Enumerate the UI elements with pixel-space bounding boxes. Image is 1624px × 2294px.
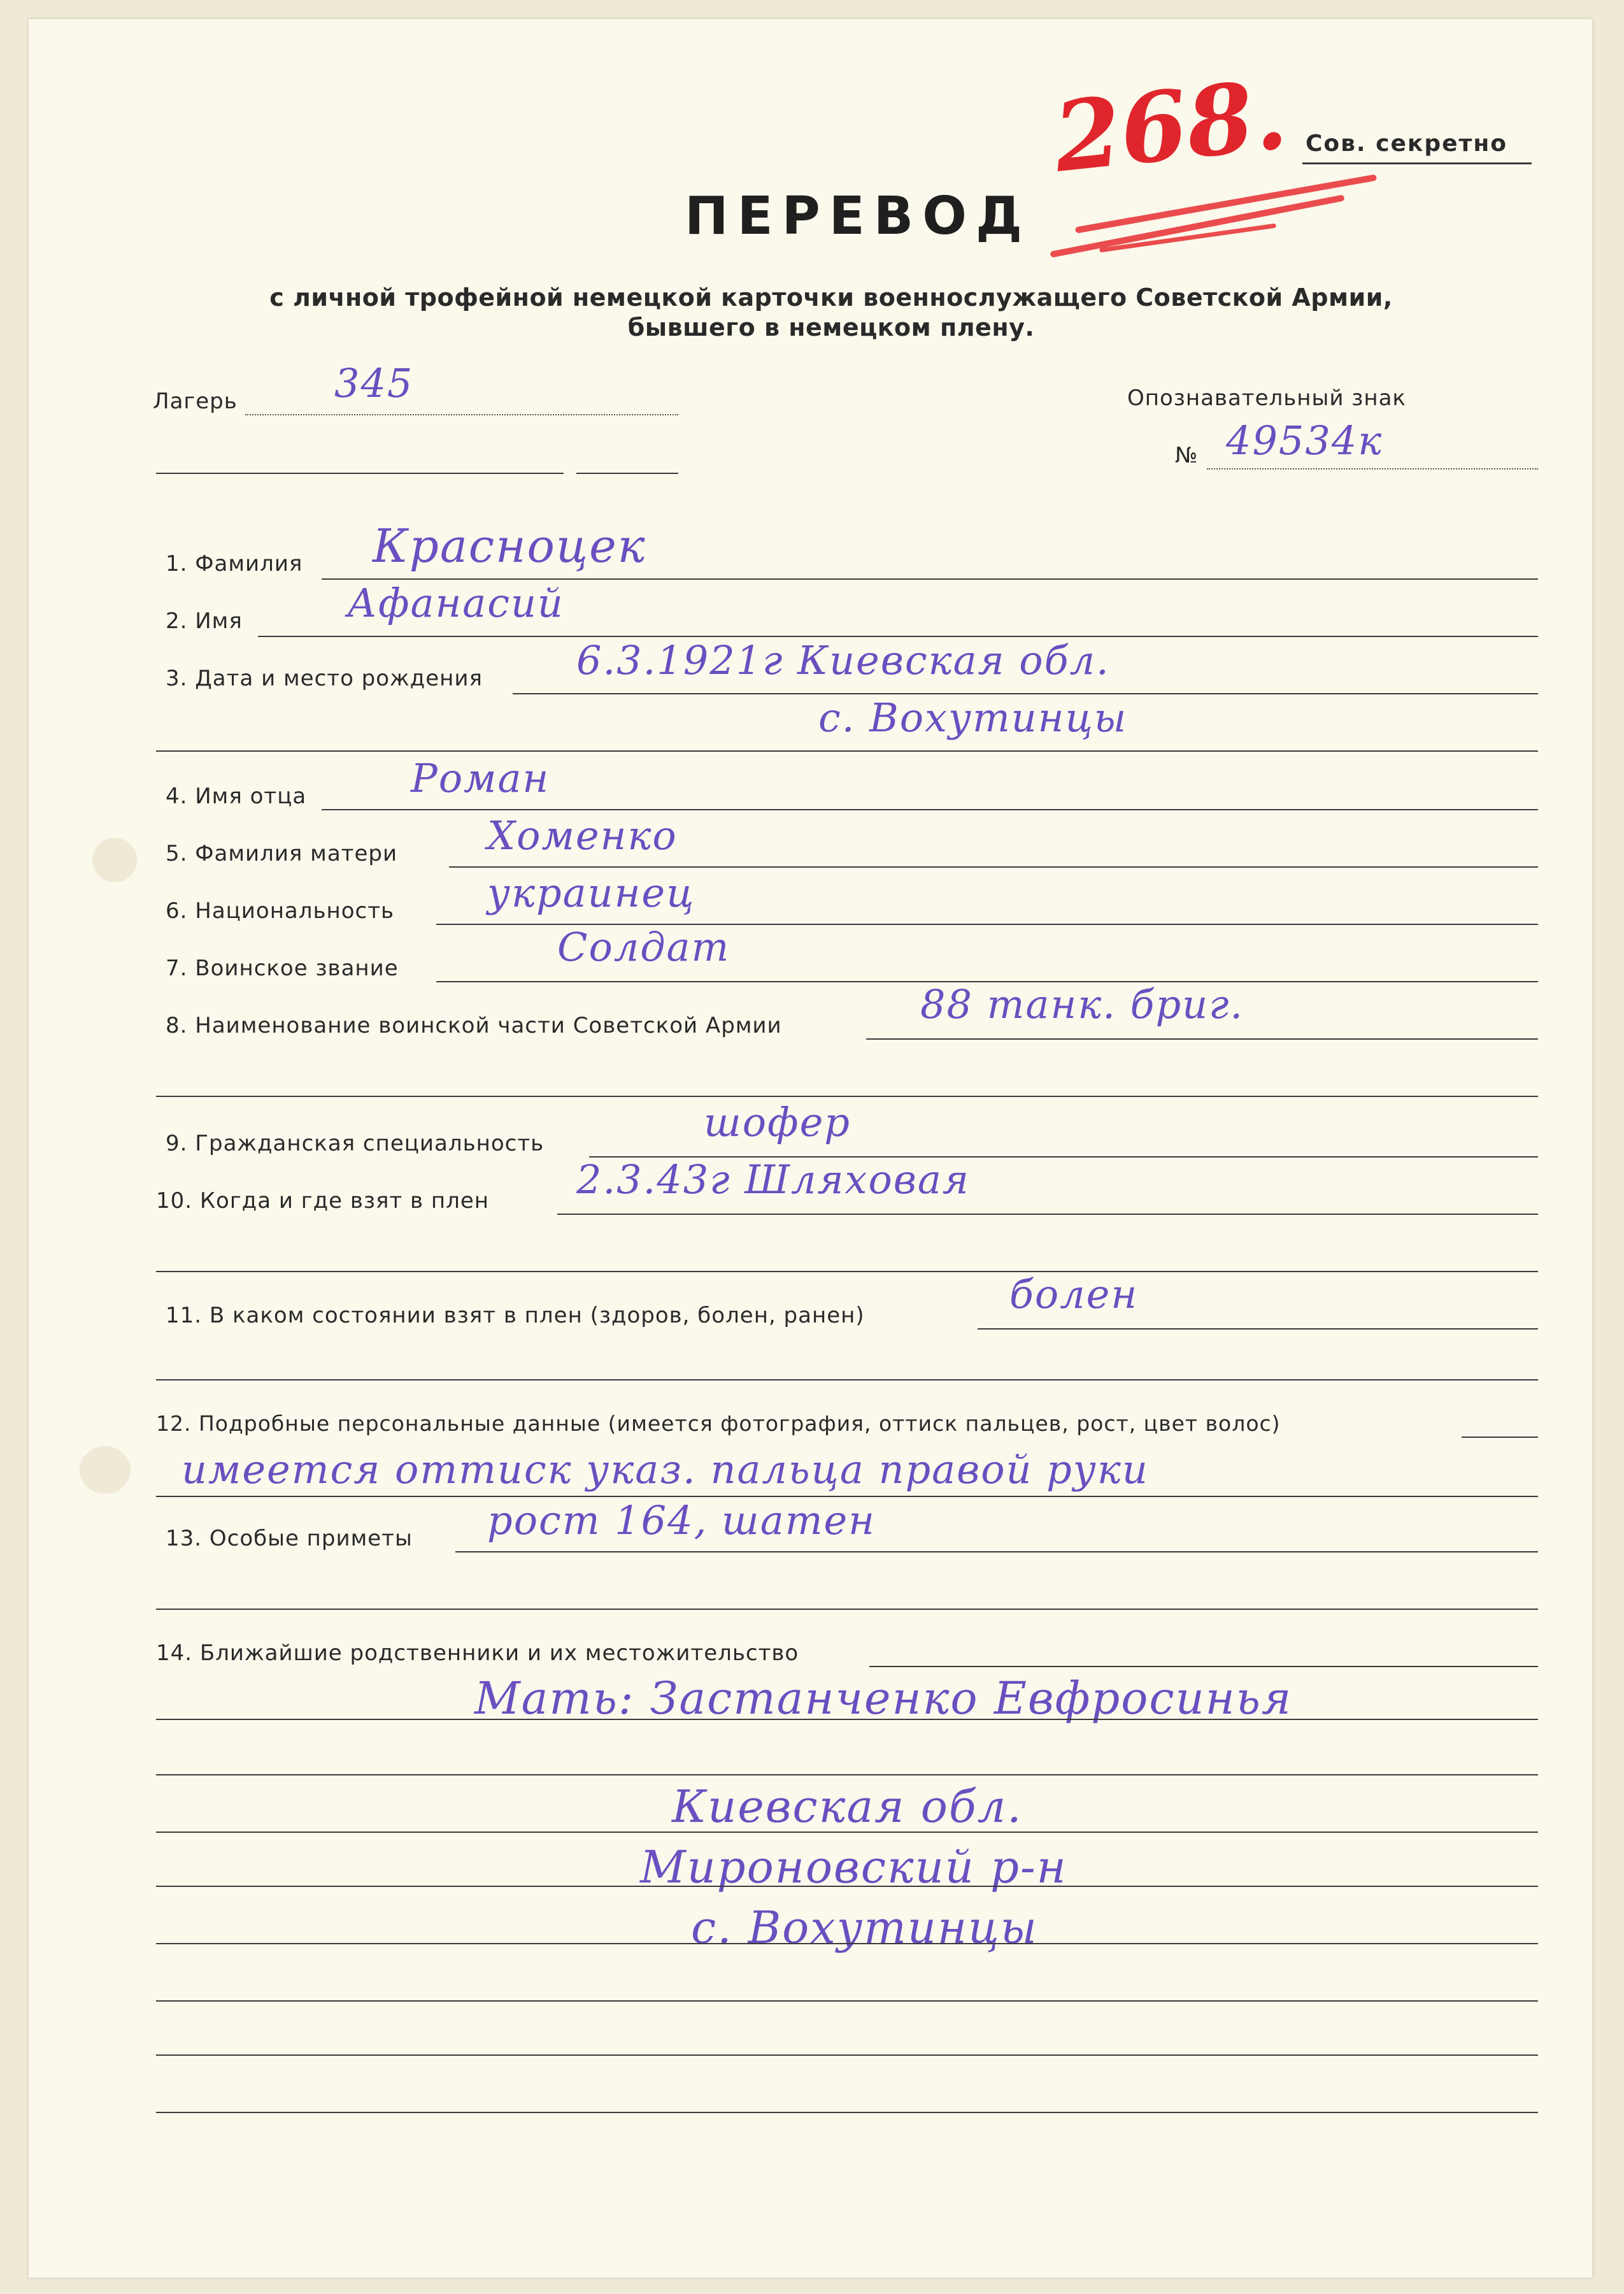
field-rank-value: Солдат xyxy=(557,924,730,970)
field-unit-value: 88 танк. бриг. xyxy=(920,981,1244,1028)
field-name-label: 2. Имя xyxy=(166,608,243,634)
field-condition-line-2 xyxy=(156,1379,1538,1380)
field-captured-value: 2.3.43г Шляховая xyxy=(576,1156,970,1203)
field-unit-label: 8. Наименование воинской части Советской Армии xyxy=(166,1013,782,1038)
punch-hole-top xyxy=(92,838,137,882)
field-birth-value: 6.3.1921г Киевская обл. xyxy=(576,637,1110,684)
field-marks-value: рост 164, шатен xyxy=(487,1497,876,1544)
camp-value: 345 xyxy=(334,360,414,406)
field-father-value: Роман xyxy=(411,755,550,801)
field-captured-line xyxy=(557,1214,1538,1215)
punch-hole-bottom xyxy=(80,1446,131,1494)
field-nationality-label: 6. Национальность xyxy=(166,898,395,924)
field-relatives-line-9 xyxy=(156,2112,1538,2113)
field-personal-label: 12. Подробные персональные данные (имеется фотография, оттиск пальцев, рост, цвет волос) xyxy=(156,1411,1281,1436)
field-birth-value-2: с. Вохутинцы xyxy=(818,694,1128,741)
field-relatives-line xyxy=(869,1666,1538,1667)
secrecy-underline xyxy=(1302,162,1532,164)
ident-line xyxy=(1207,468,1538,470)
secrecy-label: Сов. секретно xyxy=(1306,131,1507,157)
field-condition-line xyxy=(978,1328,1538,1330)
field-birth-line-2 xyxy=(156,750,1538,752)
field-relatives-value-4: с. Вохутинцы xyxy=(691,1902,1038,1954)
ident-prefix: № xyxy=(1175,443,1199,468)
field-father-label: 4. Имя отца xyxy=(166,784,307,809)
ident-value: 49534к xyxy=(1226,417,1383,464)
field-relatives-label: 14. Ближайшие родственники и их местожительство xyxy=(156,1640,799,1666)
camp-label: Лагерь xyxy=(153,389,238,414)
field-father-line xyxy=(322,809,1538,810)
camp-line xyxy=(245,414,678,415)
field-nationality-value: украинец xyxy=(487,870,695,916)
document-subtitle-line2: бывшего в немецком плену. xyxy=(627,313,1035,341)
field-mother-line xyxy=(449,866,1538,868)
field-relatives-line-3 xyxy=(156,1774,1538,1775)
field-mother-label: 5. Фамилия матери xyxy=(166,841,398,866)
field-relatives-line-6 xyxy=(156,1943,1538,1944)
field-name-value: Афанасий xyxy=(347,580,564,626)
field-personal-value: имеется оттиск указ. пальца правой руки xyxy=(182,1446,1149,1493)
camp-line-2a xyxy=(156,473,564,474)
field-surname-label: 1. Фамилия xyxy=(166,551,303,577)
field-birth-label: 3. Дата и место рождения xyxy=(166,666,483,691)
field-relatives-line-2 xyxy=(156,1719,1538,1720)
field-relatives-line-7 xyxy=(156,2000,1538,2002)
document-subtitle-line1: с личной трофейной немецкой карточки военнослужащего Советской Армии, xyxy=(269,283,1393,312)
field-civil-label: 9. Гражданская специальность xyxy=(166,1131,545,1156)
document-title: ПЕРЕВОД xyxy=(685,186,1031,247)
field-relatives-line-5 xyxy=(156,1886,1538,1887)
field-civil-value: шофер xyxy=(704,1099,851,1145)
field-unit-line-2 xyxy=(156,1096,1538,1097)
field-captured-line-2 xyxy=(156,1271,1538,1272)
field-surname-value: Красноцек xyxy=(373,519,646,573)
field-marks-label: 13. Особые приметы xyxy=(166,1526,413,1551)
field-rank-label: 7. Воинское звание xyxy=(166,956,399,981)
ident-label: Опознавательный знак xyxy=(1127,385,1406,411)
field-relatives-value-1: Мать: Застанченко Евфросинья xyxy=(474,1672,1293,1724)
field-marks-line xyxy=(455,1551,1538,1552)
field-relatives-value-3: Мироновский р-н xyxy=(640,1841,1067,1893)
field-unit-line xyxy=(866,1038,1538,1040)
field-relatives-value-2: Киевская обл. xyxy=(672,1781,1023,1833)
camp-line-2b xyxy=(576,473,678,474)
field-marks-line-2 xyxy=(156,1609,1538,1610)
field-condition-value: болен xyxy=(1009,1271,1139,1317)
field-relatives-line-4 xyxy=(156,1832,1538,1833)
registration-number-stamp: 268. xyxy=(1048,58,1292,194)
document-page xyxy=(29,19,1592,2277)
field-condition-label: 11. В каком состоянии взят в плен (здоров, болен, ранен) xyxy=(166,1303,865,1328)
field-mother-value: Хоменко xyxy=(487,812,678,859)
field-relatives-line-8 xyxy=(156,2054,1538,2056)
field-personal-line xyxy=(1462,1437,1538,1438)
field-captured-label: 10. Когда и где взят в плен xyxy=(156,1188,489,1214)
